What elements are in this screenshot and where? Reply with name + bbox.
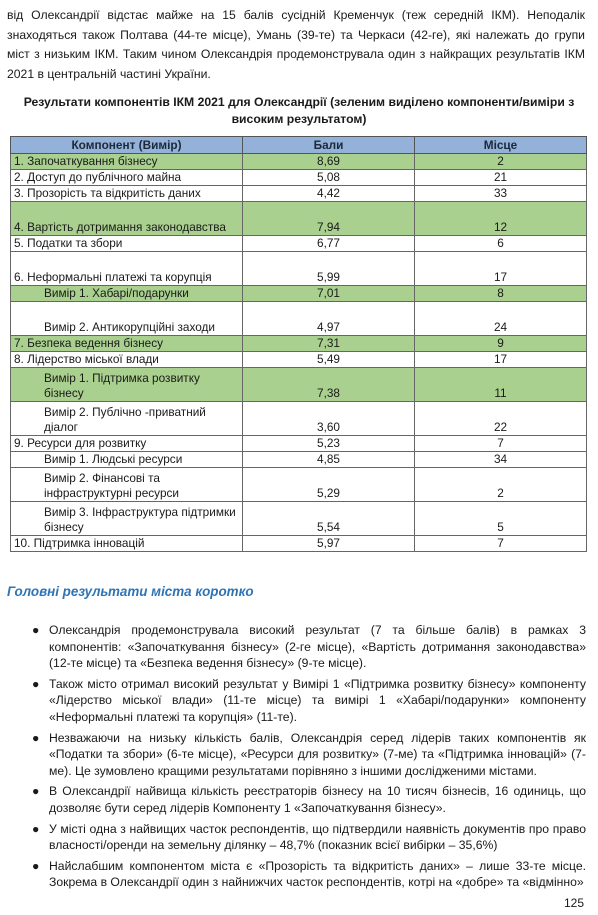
place-cell: 8 bbox=[415, 286, 587, 302]
score-cell: 5,23 bbox=[243, 436, 415, 452]
bullet-item bbox=[0, 821, 586, 854]
place-cell: 33 bbox=[415, 186, 587, 202]
table-row bbox=[11, 186, 587, 202]
score-cell: 5,49 bbox=[243, 352, 415, 368]
place-cell: 6 bbox=[415, 236, 587, 252]
place-cell: 2 bbox=[415, 468, 587, 502]
table-row bbox=[11, 468, 587, 502]
bullet-item bbox=[0, 783, 586, 816]
bullet-dot-icon: ● bbox=[32, 676, 40, 691]
component-name-cell: Вимір 2. Публічно -приватний діалог bbox=[11, 402, 243, 436]
bullet-text: В Олександрії найвища кількість реєстраторів бізнесу на 10 тисяч бізнесів, 16 одиниць, що дозволяє бути серед лідерів Компоненту 1 «Започаткування бізнесу». bbox=[49, 784, 586, 815]
table-row bbox=[11, 236, 587, 252]
place-cell: 24 bbox=[415, 302, 587, 336]
place-cell: 34 bbox=[415, 452, 587, 468]
place-cell: 17 bbox=[415, 252, 587, 286]
place-cell: 11 bbox=[415, 368, 587, 402]
bullet-dot-icon: ● bbox=[32, 623, 40, 637]
bullet-text: Олександрія продемонструвала високий результат (7 та більше балів) в рамках 3 компонентів: «Започаткування бізнесу» (2-ге місце), «Вартість дотримання законодавства» (12-те місце) та «Безпека ведення бізнесу» (9-те місце). bbox=[49, 623, 586, 671]
page-number: 125 bbox=[563, 896, 584, 910]
place-cell: 7 bbox=[415, 436, 587, 452]
score-cell: 4,97 bbox=[243, 302, 415, 336]
component-name-cell: Вимір 2. Антикорупційні заходи bbox=[11, 302, 243, 336]
table-row bbox=[11, 452, 587, 468]
table-row bbox=[11, 154, 587, 170]
score-cell: 6,77 bbox=[243, 236, 415, 252]
score-cell: 7,01 bbox=[243, 286, 415, 302]
score-cell: 7,38 bbox=[243, 368, 415, 402]
place-cell: 5 bbox=[415, 502, 587, 536]
component-name-cell: Вимір 2. Фінансові та інфраструктурні ресурси bbox=[11, 468, 243, 502]
score-cell: 7,31 bbox=[243, 336, 415, 352]
component-name-cell: 8. Лідерство міської влади bbox=[11, 352, 243, 368]
component-name-cell: Вимір 1. Підтримка розвитку бізнесу bbox=[11, 368, 243, 402]
component-name-cell: Вимір 1. Хабарі/подарунки bbox=[11, 286, 243, 302]
bullet-item bbox=[0, 730, 586, 780]
bullet-text: Найслабшим компонентом міста є «Прозорість та відкритість даних» – лише 33-те місце. Зокрема в Олександрії один з найнижчих часток респондентів, котрі на «добре» та «відмінно» bbox=[49, 858, 586, 890]
score-cell: 8,69 bbox=[243, 154, 415, 170]
score-cell: 7,94 bbox=[243, 202, 415, 236]
place-cell: 21 bbox=[415, 170, 587, 186]
component-name-cell: 10. Підтримка інновацій bbox=[11, 536, 243, 552]
component-name-cell: Вимір 3. Інфраструктура підтримки бізнесу bbox=[11, 502, 243, 536]
section-title: Головні результати міста коротко bbox=[7, 584, 254, 599]
score-cell: 5,97 bbox=[243, 536, 415, 552]
place-cell: 12 bbox=[415, 202, 587, 236]
score-cell: 5,99 bbox=[243, 252, 415, 286]
score-cell: 4,85 bbox=[243, 452, 415, 468]
place-cell: 17 bbox=[415, 352, 587, 368]
bullet-dot-icon: ● bbox=[32, 858, 40, 873]
component-name-cell: Вимір 1. Людські ресурси bbox=[11, 452, 243, 468]
component-name-cell: 9. Ресурси для розвитку bbox=[11, 436, 243, 452]
place-cell: 2 bbox=[415, 154, 587, 170]
table-caption: Результати компонентів ІКМ 2021 для Олександрії (зеленим виділено компоненти/виміри з високим результатом) bbox=[23, 95, 575, 126]
bullet-item bbox=[0, 676, 586, 726]
bullet-item bbox=[0, 622, 586, 672]
score-cell: 4,42 bbox=[243, 186, 415, 202]
bullet-dot-icon: ● bbox=[32, 821, 40, 836]
table-row bbox=[11, 352, 587, 368]
bullet-dot-icon: ● bbox=[32, 784, 40, 799]
component-name-cell: 5. Податки та збори bbox=[11, 236, 243, 252]
table-header-row bbox=[11, 137, 587, 154]
table-row bbox=[11, 302, 587, 336]
bullet-item bbox=[0, 858, 586, 891]
results-bullet-list bbox=[0, 622, 586, 895]
component-name-cell: 3. Прозорість та відкритість даних bbox=[11, 186, 243, 202]
header-place: Місце bbox=[415, 137, 587, 154]
header-score: Бали bbox=[243, 137, 415, 154]
bullet-text: Незважаючи на низьку кількість балів, Олександрія серед лідерів таких компонентів як «Податки та збори» (6-те місце), «Ресурси для розвитку» (7-ме) та «Підтримка інновацій» (7-ме). Це зумовлено кращими результатами порівняно з іншими дослідженими містами. bbox=[49, 730, 586, 778]
table-row bbox=[11, 286, 587, 302]
score-cell: 5,08 bbox=[243, 170, 415, 186]
score-cell: 5,29 bbox=[243, 468, 415, 502]
place-cell: 7 bbox=[415, 536, 587, 552]
table-row bbox=[11, 436, 587, 452]
bullet-dot-icon: ● bbox=[32, 730, 40, 745]
intro-paragraph: від Олександрії відстає майже на 15 балів сусідній Кременчук (теж середній ІКМ). Неподалік знаходяться також Полтава (44-те місце), Умань (39-те) та Черкаси (42-ге), які належать до групи міст з низьким ІКМ. Таким чином Олександрія продемонструвала один з найкращих результатів ІКМ 2021 в центральній частині України. bbox=[7, 8, 585, 81]
component-name-cell: 7. Безпека ведення бізнесу bbox=[11, 336, 243, 352]
score-cell: 5,54 bbox=[243, 502, 415, 536]
table-row bbox=[11, 368, 587, 402]
bullet-text: Також місто отримал високий результат у Вимірі 1 «Підтримка розвитку бізнесу» компоненту «Лідерство міської влади» (11-те місце) та вимірі 1 «Хабарі/подарунки» компоненту «Неформальні платежі та корупція» (11-те). bbox=[49, 676, 586, 724]
table-row bbox=[11, 502, 587, 536]
score-cell: 3,60 bbox=[243, 402, 415, 436]
table-row bbox=[11, 402, 587, 436]
results-table bbox=[10, 136, 587, 552]
component-name-cell: 2. Доступ до публічного майна bbox=[11, 170, 243, 186]
component-name-cell: 6. Неформальні платежі та корупція bbox=[11, 252, 243, 286]
table-row bbox=[11, 202, 587, 236]
bullet-text: У місті одна з найвищих часток респондентів, що підтвердили наявність документів про право власності/оренди на земельну ділянку – 48,7% (показник всієї вибірки – 35,6%) bbox=[49, 821, 586, 853]
table-row bbox=[11, 536, 587, 552]
table-row bbox=[11, 252, 587, 286]
header-component: Компонент (Вимір) bbox=[11, 137, 243, 154]
table-row bbox=[11, 336, 587, 352]
place-cell: 9 bbox=[415, 336, 587, 352]
place-cell: 22 bbox=[415, 402, 587, 436]
table-row bbox=[11, 170, 587, 186]
component-name-cell: 1. Започаткування бізнесу bbox=[11, 154, 243, 170]
component-name-cell: 4. Вартість дотримання законодавства bbox=[11, 202, 243, 236]
